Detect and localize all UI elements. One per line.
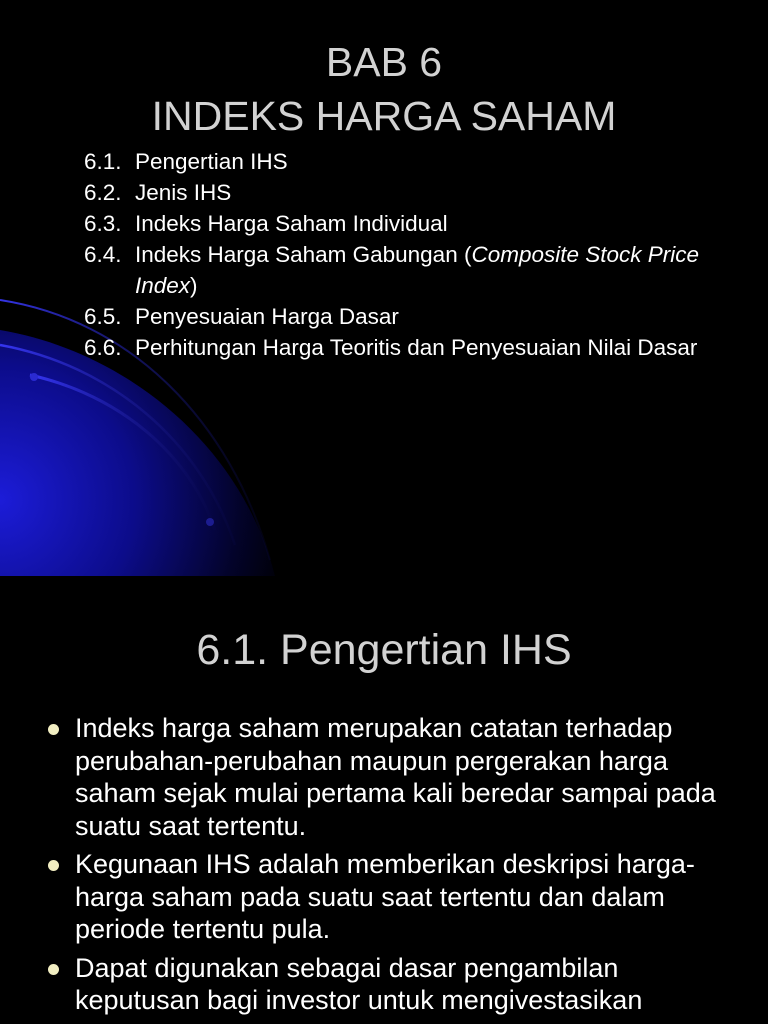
toc-text-plain: ) xyxy=(190,273,198,298)
bullet-item xyxy=(42,952,732,1017)
toc-text: Pengertian IHS xyxy=(135,149,288,174)
toc-number: 6.6. xyxy=(84,335,122,360)
toc-item xyxy=(84,301,724,332)
slide-title-line-1: BAB 6 xyxy=(325,39,443,85)
bullet-list xyxy=(42,712,732,1023)
toc-item xyxy=(84,332,724,363)
toc-text-plain: Indeks Harga Saham Gabungan ( xyxy=(135,242,472,267)
toc-item xyxy=(84,177,724,208)
toc-item xyxy=(84,239,724,301)
bullet-text: Kegunaan IHS adalah memberikan deskripsi harga-harga saham pada suatu saat tertentu dan dalam periode tertentu pula. xyxy=(75,849,695,944)
slide-title: 6.1. Pengertian IHS xyxy=(196,626,572,674)
bullet-dot-icon xyxy=(42,952,75,1017)
toc-text xyxy=(135,239,724,301)
bullet-item xyxy=(42,712,732,842)
bullet-dot-icon xyxy=(42,712,75,842)
slide-2 xyxy=(0,576,768,1024)
toc-text-italic: Composite Stock Price Index xyxy=(135,242,700,298)
toc-number: 6.1. xyxy=(84,149,122,174)
table-of-contents xyxy=(84,146,724,363)
toc-text: Penyesuaian Harga Dasar xyxy=(135,304,399,329)
toc-item xyxy=(84,146,724,177)
bullet-item xyxy=(42,848,732,946)
slide-title-line-2: INDEKS HARGA SAHAM xyxy=(151,93,617,139)
toc-item xyxy=(84,208,724,239)
toc-number: 6.3. xyxy=(84,211,122,236)
toc-text: Indeks Harga Saham Individual xyxy=(135,211,448,236)
bullet-dot-icon xyxy=(42,848,75,946)
toc-text: Jenis IHS xyxy=(135,180,232,205)
toc-number: 6.4. xyxy=(84,242,122,267)
bullet-text: Dapat digunakan sebagai dasar pengambilan keputusan bagi investor untuk mengivestasikan xyxy=(75,952,643,1015)
toc-number: 6.5. xyxy=(84,304,122,329)
bullet-text: Indeks harga saham merupakan catatan terhadap perubahan-perubahan maupun pergerakan harga saham sejak mulai pertama kali beredar sampai pada suatu saat tertentu. xyxy=(75,713,716,841)
toc-text: Perhitungan Harga Teoritis dan Penyesuaian Nilai Dasar xyxy=(135,335,698,360)
toc-number: 6.2. xyxy=(84,180,122,205)
